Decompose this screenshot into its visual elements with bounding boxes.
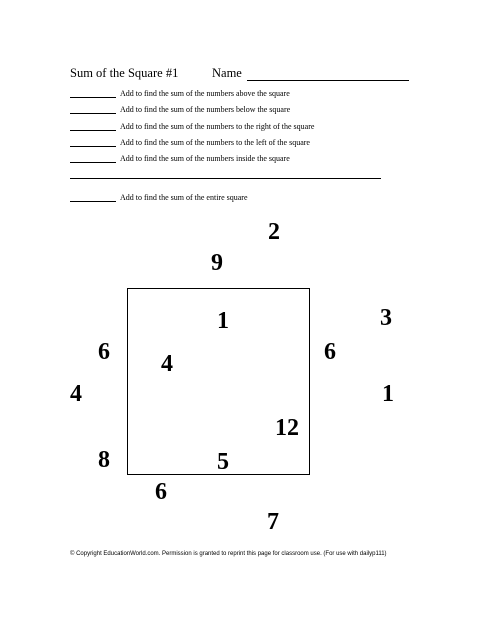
answer-blank-left[interactable] <box>70 146 116 147</box>
instruction-row-above <box>70 89 370 101</box>
separator-line <box>70 178 381 179</box>
number-below-2: 7 <box>267 509 279 535</box>
instruction-text: Add to find the sum of the numbers below the square <box>120 105 291 114</box>
instruction-text: Add to find the sum of the numbers inside the square <box>120 154 290 163</box>
number-right-2: 6 <box>324 339 336 365</box>
number-inside-3: 12 <box>275 415 299 441</box>
worksheet-title: Sum of the Square #1 <box>70 66 179 80</box>
instruction-text: Add to find the sum of the numbers to the right of the square <box>120 122 315 131</box>
number-right-1: 3 <box>380 305 392 331</box>
instruction-row-left <box>70 138 370 150</box>
instruction-row-below <box>70 105 370 117</box>
answer-blank-total[interactable] <box>70 201 116 202</box>
answer-blank-above[interactable] <box>70 97 116 98</box>
answer-blank-inside[interactable] <box>70 162 116 163</box>
number-left-1: 6 <box>98 339 110 365</box>
instruction-row-inside <box>70 154 370 166</box>
instruction-text: Add to find the sum of the numbers to the left of the square <box>120 138 310 147</box>
instruction-row-total <box>70 193 370 205</box>
number-right-3: 1 <box>382 381 394 407</box>
name-blank[interactable] <box>247 80 409 81</box>
copyright-footer: © Copyright EducationWorld.com. Permission is granted to reprint this page for classroom use. (For use with dailyp111) <box>70 551 387 557</box>
answer-blank-right[interactable] <box>70 130 116 131</box>
name-label: Name <box>212 66 242 80</box>
answer-blank-below[interactable] <box>70 113 116 114</box>
number-inside-2: 4 <box>161 351 173 377</box>
number-left-3: 8 <box>98 447 110 473</box>
instruction-row-right <box>70 122 370 134</box>
number-inside-4: 5 <box>217 449 229 475</box>
number-inside-1: 1 <box>217 308 229 334</box>
number-left-2: 4 <box>70 381 82 407</box>
instruction-text: Add to find the sum of the entire square <box>120 193 248 202</box>
number-above-2: 9 <box>211 250 223 276</box>
number-below-1: 6 <box>155 479 167 505</box>
number-above-1: 2 <box>268 219 280 245</box>
instruction-text: Add to find the sum of the numbers above the square <box>120 89 290 98</box>
